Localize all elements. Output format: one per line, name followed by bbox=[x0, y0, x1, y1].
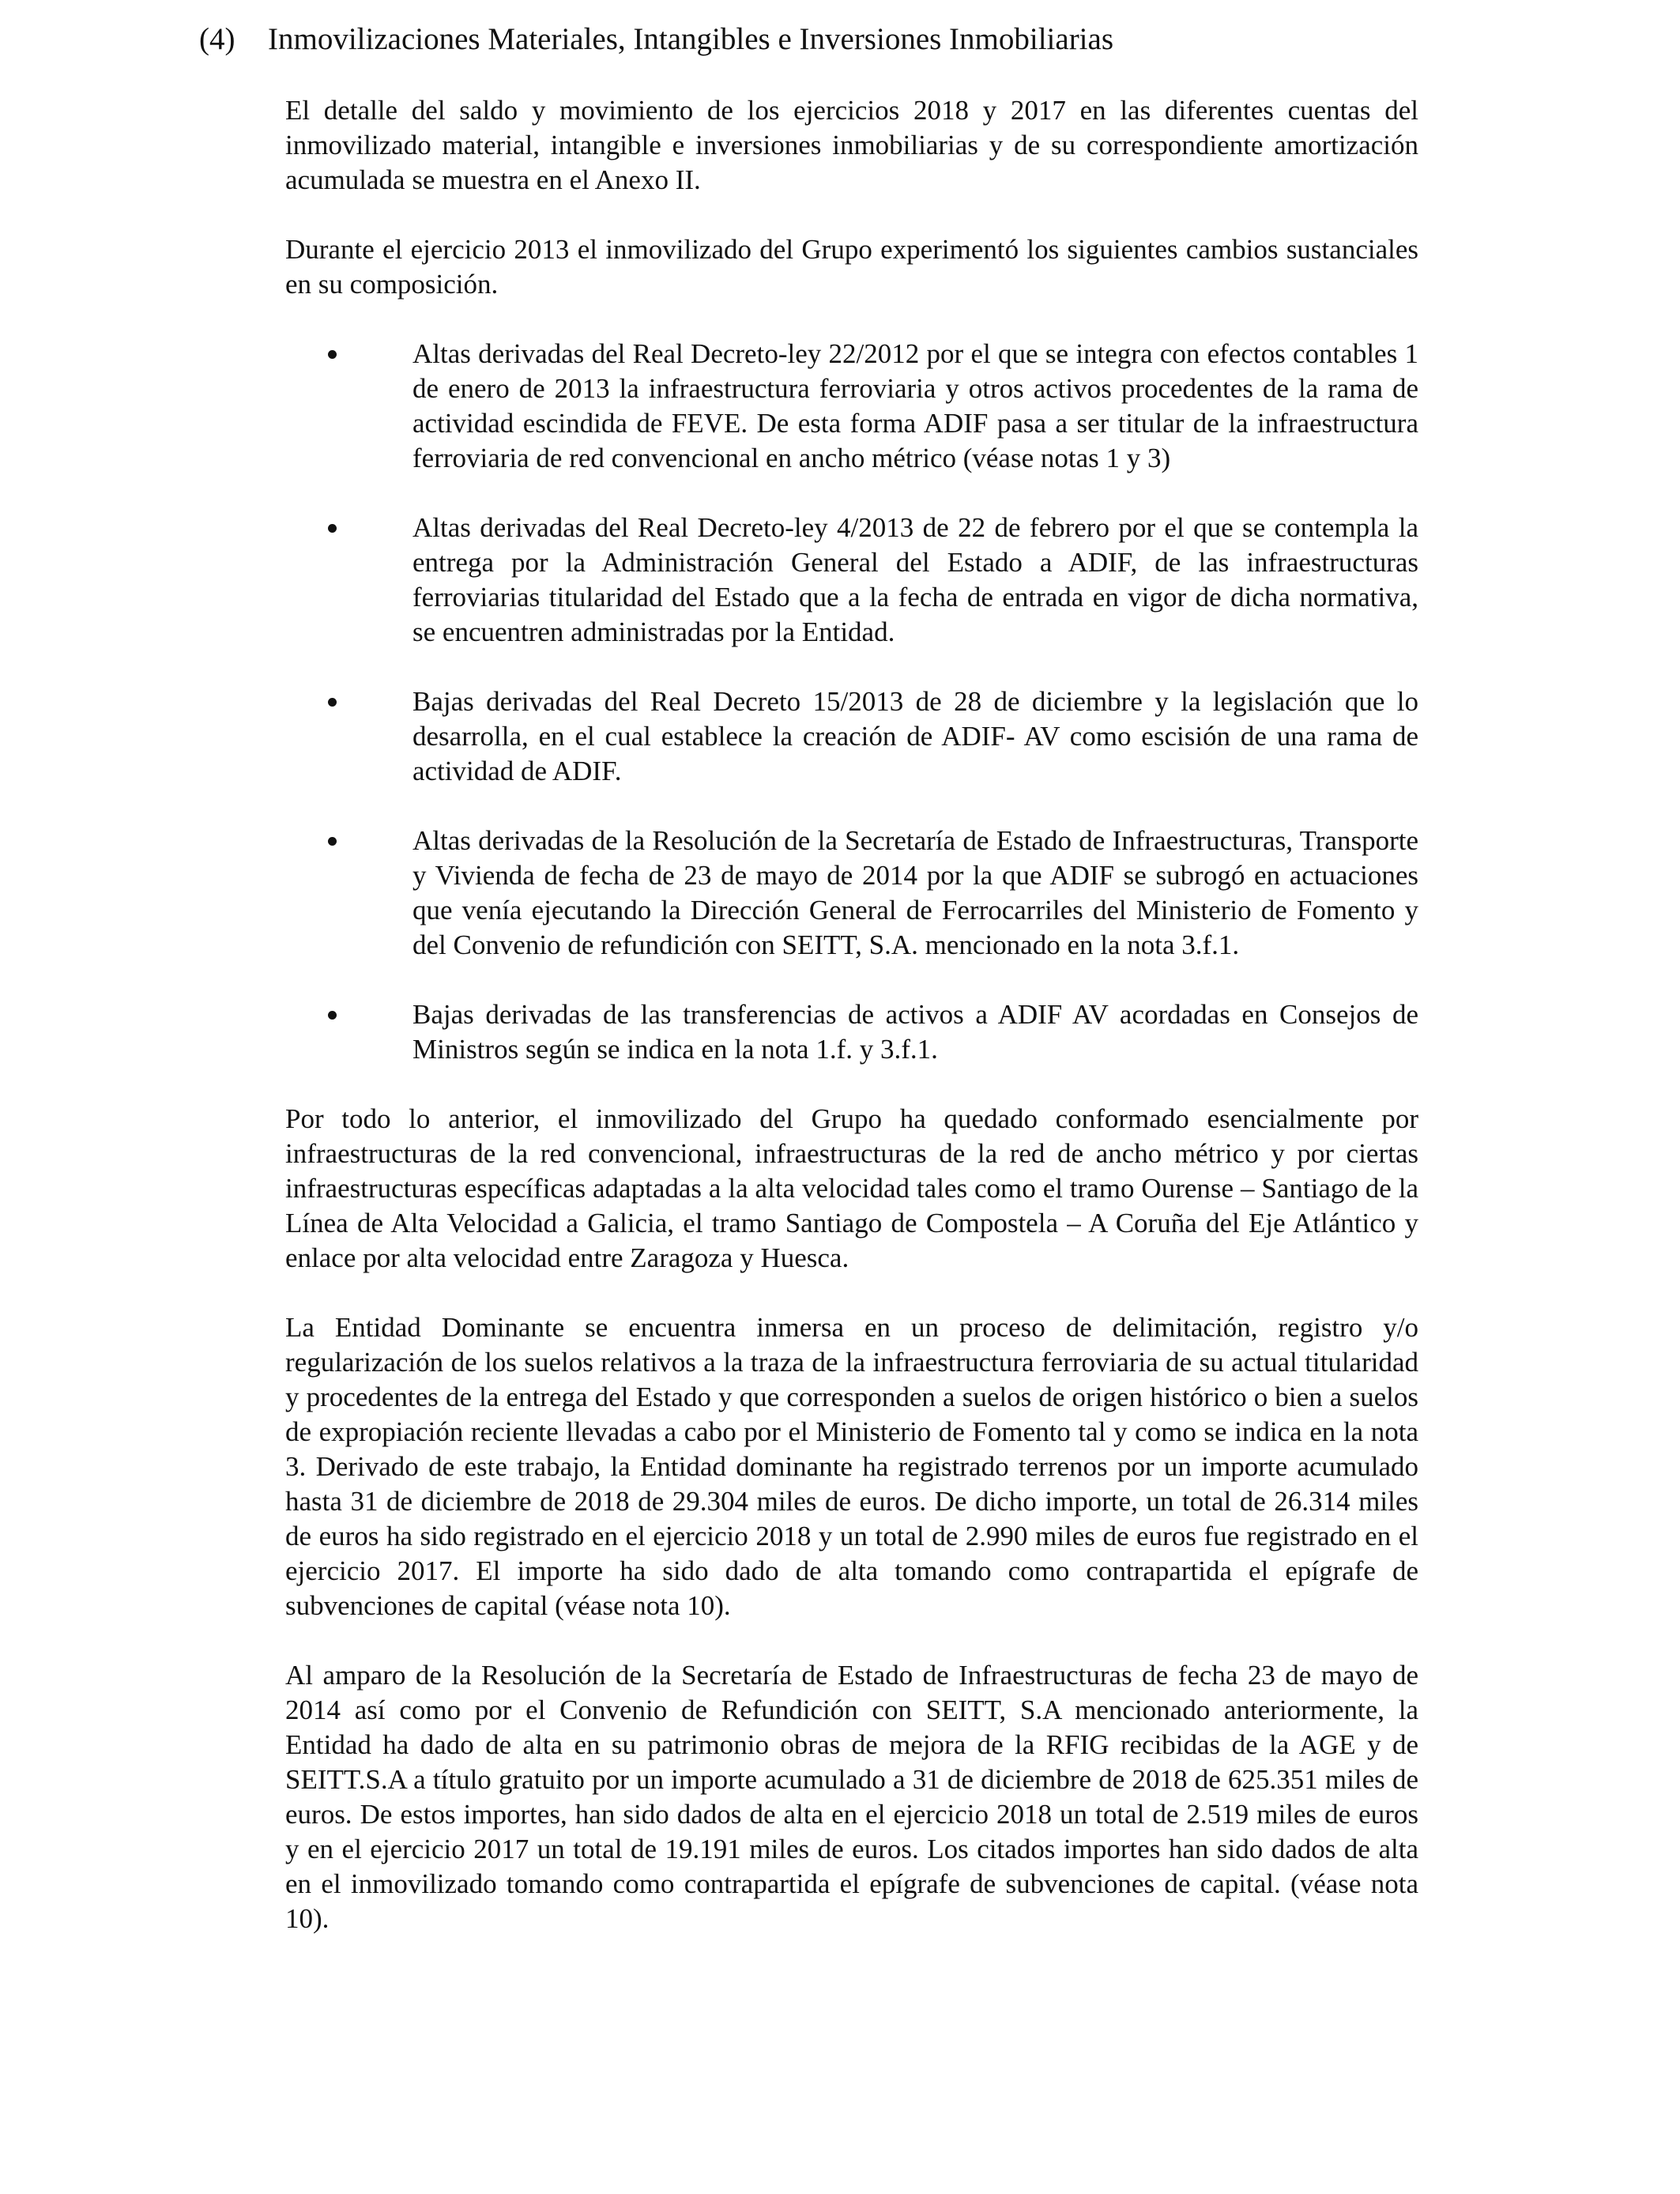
bullet-dot-icon bbox=[328, 698, 337, 707]
bullet-text: Bajas derivadas del Real Decreto 15/2013 de 28 de diciembre y la legislación que lo desarrolla, en el cual establece la creación de ADIF- AV como escisión de una rama de actividad de ADIF. bbox=[412, 686, 1418, 786]
bullet-text: Altas derivadas del Real Decreto-ley 4/2013 de 22 de febrero por el que se contempla la entrega por la Administración General del Estado a ADIF, de las infraestructuras ferroviarias titularidad del Estado que a la fecha de entrada en vigor de dicha normativa, se encuentren administradas por la Entidad. bbox=[412, 512, 1418, 647]
paragraph-detalle-saldo: El detalle del saldo y movimiento de los ejercicios 2018 y 2017 en las diferentes cuentas del inmovilizado material, intangible e inversiones inmobiliarias y de su correspondiente amortización acumulada se muestra en el Anexo II. bbox=[285, 95, 1418, 195]
bullet-item bbox=[285, 684, 1418, 789]
bullet-text: Bajas derivadas de las transferencias de activos a ADIF AV acordadas en Consejos de Ministros según se indica en la nota 1.f. y 3.f.1. bbox=[412, 999, 1418, 1065]
bullet-item bbox=[285, 997, 1418, 1067]
bullet-item bbox=[285, 511, 1418, 650]
bullet-dot-icon bbox=[328, 837, 337, 846]
paragraph-inmovilizado-conformado: Por todo lo anterior, el inmovilizado del Grupo ha quedado conformado esencialmente por infraestructuras de la red convencional, infraestructuras de la red de ancho métrico y por ciertas infraestructuras específicas adaptadas a la alta velocidad tales como el tramo Ourense – Santiago de la Línea de Alta Velocidad a Galicia, el tramo Santiago de Compostela – A Coruña del Eje Atlántico y enlace por alta velocidad entre Zaragoza y Huesca. bbox=[285, 1103, 1418, 1273]
bullet-dot-icon bbox=[328, 524, 337, 533]
section-number: (4) bbox=[199, 22, 235, 56]
changes-bullet-list bbox=[285, 337, 1418, 1067]
bullet-text: Altas derivadas de la Resolución de la Secretaría de Estado de Infraestructuras, Transporte y Vivienda de fecha de 23 de mayo de 2014 por la que ADIF se subrogó en actuaciones que venía ejecutando la Dirección General de Ferrocarriles del Ministerio de Fomento y del Convenio de refundición con SEITT, S.A. mencionado en la nota 3.f.1. bbox=[412, 825, 1418, 960]
bullet-dot-icon bbox=[328, 1011, 337, 1020]
bullet-item bbox=[285, 337, 1418, 476]
bullet-item bbox=[285, 824, 1418, 963]
paragraph-obras-mejora: Al amparo de la Resolución de la Secretaría de Estado de Infraestructuras de fecha 23 de mayo de 2014 así como por el Convenio de Refundición con SEITT, S.A mencionado anteriormente, la Entidad ha dado de alta en su patrimonio obras de mejora de la RFIG recibidas de la AGE y de SEITT.S.A a título gratuito por un importe acumulado a 31 de diciembre de 2018 de 625.351 miles de euros. De estos importes, han sido dados de alta en el ejercicio 2018 un total de 2.519 miles de euros y en el ejercicio 2017 un total de 19.191 miles de euros. Los citados importes han sido dados de alta en el inmovilizado tomando como contrapartida el epígrafe de subvenciones de capital. (véase nota 10). bbox=[285, 1660, 1418, 1934]
paragraph-cambios-2013: Durante el ejercicio 2013 el inmovilizado del Grupo experimentó los siguientes cambios sustanciales en su composición. bbox=[285, 234, 1418, 300]
paragraph-suelos-registro: La Entidad Dominante se encuentra inmersa en un proceso de delimitación, registro y/o regularización de los suelos relativos a la traza de la infraestructura ferroviaria de su actual titularidad y procedentes de la entrega del Estado y que corresponden a suelos de origen histórico o bien a suelos de expropiación reciente llevadas a cabo por el Ministerio de Fomento tal y como se indica en la nota 3. Derivado de este trabajo, la Entidad dominante ha registrado terrenos por un importe acumulado hasta 31 de diciembre de 2018 de 29.304 miles de euros. De dicho importe, un total de 26.314 miles de euros ha sido registrado en el ejercicio 2018 y un total de 2.990 miles de euros fue registrado en el ejercicio 2017. El importe ha sido dado de alta tomando como contrapartida el epígrafe de subvenciones de capital (véase nota 10). bbox=[285, 1312, 1418, 1621]
bullet-text: Altas derivadas del Real Decreto-ley 22/2012 por el que se integra con efectos contables 1 de enero de 2013 la infraestructura ferroviaria y otros activos procedentes de la rama de actividad escindida de FEVE. De esta forma ADIF pasa a ser titular de la infraestructura ferroviaria de red convencional en ancho métrico (véase notas 1 y 3) bbox=[412, 338, 1418, 473]
section-heading bbox=[199, 19, 1113, 60]
section-title: Inmovilizaciones Materiales, Intangibles e Inversiones Inmobiliarias bbox=[268, 22, 1114, 56]
document-body bbox=[285, 93, 1418, 1971]
bullet-dot-icon bbox=[328, 350, 337, 359]
